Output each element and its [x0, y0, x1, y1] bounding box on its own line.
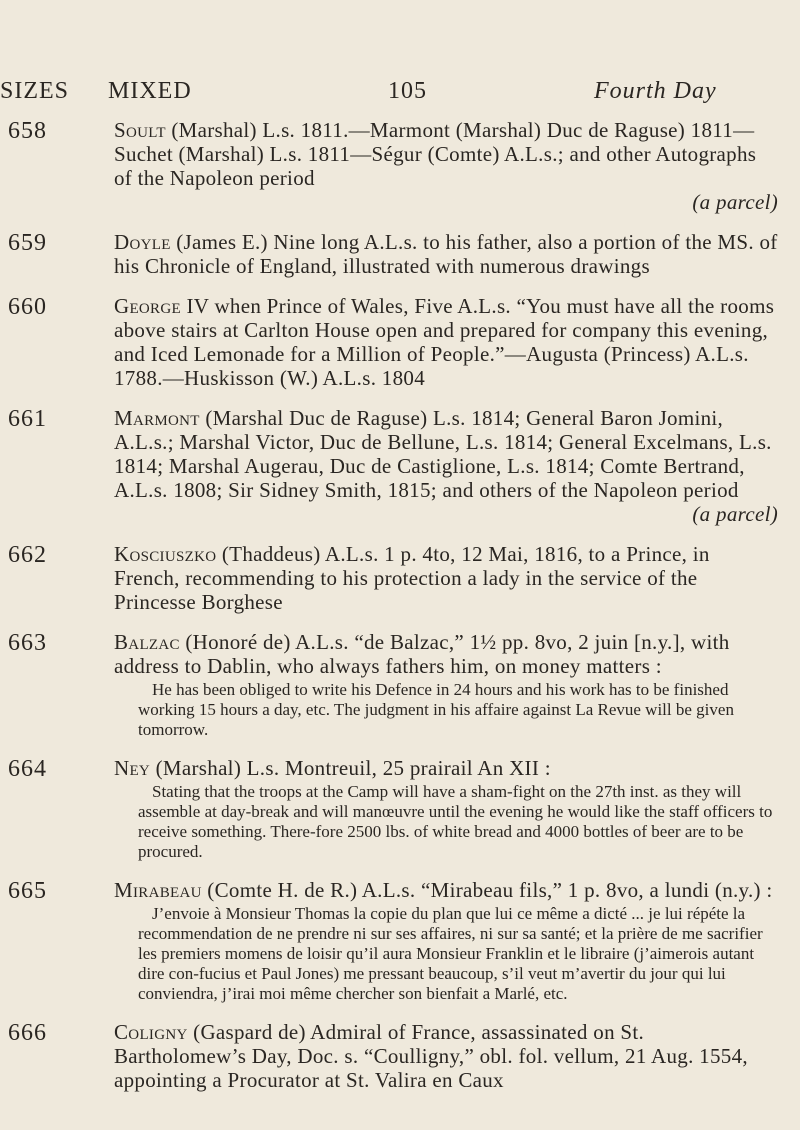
lot-description	[114, 118, 778, 214]
lot-text: (Comte H. de R.) A.L.s. “Mirabeau fils,” 1 p. 8vo, a lundi (n.y.) :	[201, 878, 773, 902]
lot-name: Ney	[114, 756, 151, 780]
lot-number: 663	[8, 630, 47, 656]
page-number: 105	[388, 78, 427, 104]
lot-number: 665	[8, 878, 47, 904]
header-right: Fourth Day	[594, 78, 717, 104]
lot-number: 662	[8, 542, 47, 568]
lot-description	[114, 756, 778, 780]
lot-665-summary: J’envoie à Monsieur Thomas la copie du plan que lui ce même a dicté ... je lui répéte la recommendation de ne prendre ni sur ses affaires, ni sur sa santé; et la prière de me sacrifier les premiers momens de loisir qu’il aura Monsieur Franklin et le libraire (j’aimerois autant dire con-fucius et Paul Jones) me pressant beaucoup, s’il veut m’avertir du jour qui lui conviendra, j’irai moi même chercher son bienfait a Marlé, etc.	[138, 904, 763, 1003]
lot-description	[114, 630, 778, 678]
lot-name: Mirabeau	[114, 878, 202, 902]
lot-note: (a parcel)	[692, 502, 778, 526]
lot-description	[114, 878, 778, 902]
lot-name: George	[114, 294, 181, 318]
lot-description	[114, 294, 778, 390]
lot-text: (Marshal) L.s. Montreuil, 25 prairail An XII :	[150, 756, 551, 780]
lot-number: 664	[8, 756, 47, 782]
lot-text: (James E.) Nine long A.L.s. to his father, also a portion of the MS. of his Chronicle of England, illustrated with numerous drawings	[114, 230, 778, 278]
lot-description	[114, 1020, 778, 1092]
lot-number: 660	[8, 294, 47, 320]
lot-number: 658	[8, 118, 47, 144]
lot-name: Kosciuszko	[114, 542, 217, 566]
lot-name: Soult	[114, 118, 166, 142]
header-left: SIZES	[0, 78, 70, 104]
lot-text: (Thaddeus) A.L.s. 1 p. 4to, 12 Mai, 1816, to a Prince, in French, recommending to his protection a lady in the service of the Princesse Borghese	[114, 542, 710, 614]
lot-number: 661	[8, 406, 47, 432]
lot-name: Coligny	[114, 1020, 188, 1044]
header-mid: MIXED	[108, 78, 192, 104]
lot-text: (Honoré de) A.L.s. “de Balzac,” 1½ pp. 8vo, 2 juin [n.y.], with address to Dablin, who always fathers him, on money matters :	[114, 630, 730, 678]
lot-text: IV when Prince of Wales, Five A.L.s. “You must have all the rooms above stairs at Carlton House open and prepared for company this evening, and Iced Lemonade for a Million of People.”—Augusta (Princess) A.L.s. 1788.—Huskisson (W.) A.L.s. 1804	[114, 294, 775, 390]
lot-name: Balzac	[114, 630, 180, 654]
page-header	[0, 78, 800, 118]
lot-name: Marmont	[114, 406, 200, 430]
lot-text: (Gaspard de) Admiral of France, assassinated on St. Bartholomew’s Day, Doc. s. “Coulligny,” obl. fol. vellum, 21 Aug. 1554, appointing a Procurator at St. Valira en Caux	[114, 1020, 748, 1092]
lot-664-summary: Stating that the troops at the Camp will have a sham-fight on the 27th inst. as they will assemble at day-break and will manœuvre until the evening he would like the staff officers to receive something. There-fore 2500 lbs. of white bread and 4000 bottles of beer are to be procured.	[138, 782, 773, 861]
lot-text: (Marshal Duc de Raguse) L.s. 1814; General Baron Jomini, A.L.s.; Marshal Victor, Duc de Bellune, L.s. 1814; General Excelmans, L.s. 1814; Marshal Augerau, Duc de Castiglione, L.s. 1814; Comte Bertrand, A.L.s. 1808; Sir Sidney Smith, 1815; and others of the Napoleon period	[114, 406, 772, 502]
lot-text: (Marshal) L.s. 1811.—Marmont (Marshal) Duc de Raguse) 1811—Suchet (Marshal) L.s. 1811—Ségur (Comte) A.L.s.; and other Autographs of the Napoleon period	[114, 118, 757, 190]
lot-description	[114, 230, 778, 278]
lot-663-summary: He has been obliged to write his Defence in 24 hours and his work has to be finished working 15 hours a day, etc. The judgment in his affaire against La Revue will be given tomorrow.	[138, 680, 734, 739]
lot-description	[114, 542, 778, 614]
lot-name: Doyle	[114, 230, 171, 254]
lot-description	[114, 406, 778, 526]
lot-number: 666	[8, 1020, 47, 1046]
lot-note: (a parcel)	[692, 190, 778, 214]
lot-number: 659	[8, 230, 47, 256]
